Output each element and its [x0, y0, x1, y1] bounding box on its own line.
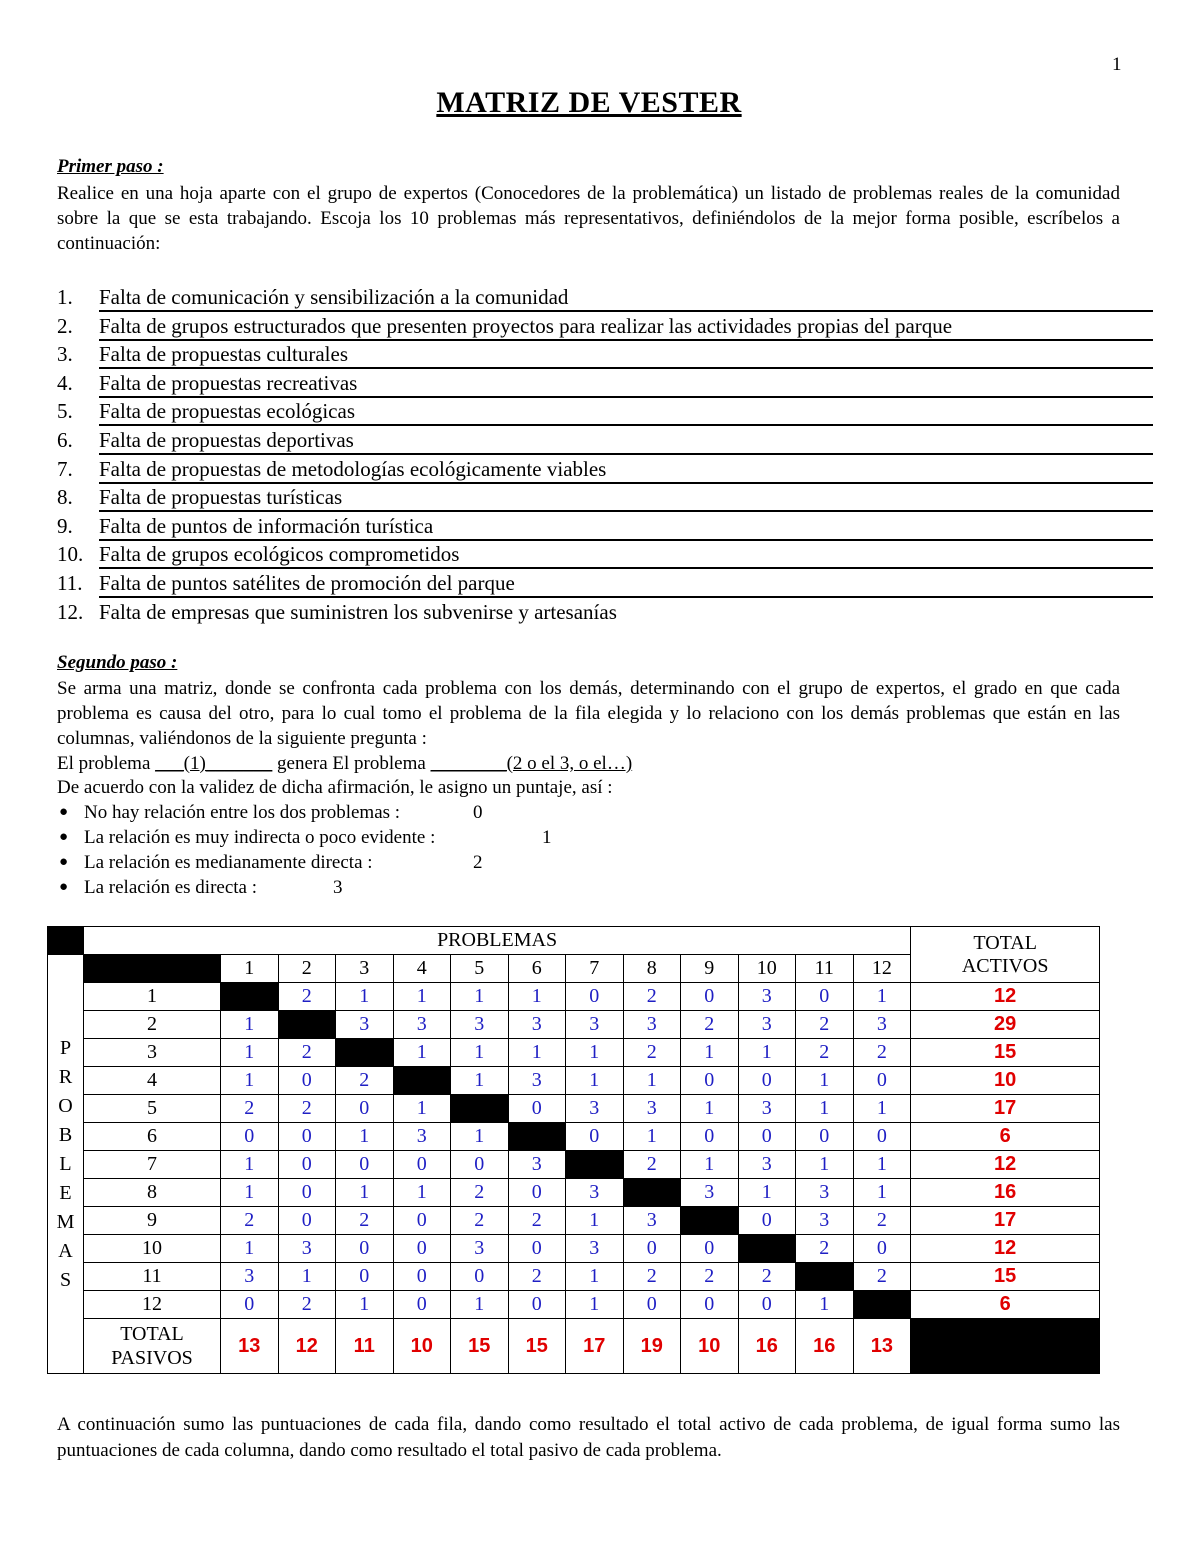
- side-label-letter: P: [59, 1036, 72, 1059]
- matrix-cell: 0: [393, 1151, 451, 1179]
- matrix-cell: 2: [738, 1263, 796, 1291]
- matrix-cell: 0: [508, 1095, 566, 1123]
- matrix-cell: 2: [278, 1291, 336, 1319]
- matrix-cell: 1: [796, 1151, 854, 1179]
- problem-text: Falta de empresas que suministren los subvenirse y artesanías: [99, 599, 617, 624]
- matrix-cell: 2: [278, 1095, 336, 1123]
- page-title: MATRIZ DE VESTER: [436, 86, 742, 119]
- matrix-cell: 0: [278, 1067, 336, 1095]
- problem-number: 12.: [57, 599, 84, 624]
- problem-text: Falta de propuestas culturales: [99, 342, 1153, 369]
- matrix-cell: 0: [221, 1123, 279, 1151]
- bullet-icon: ●: [59, 854, 69, 870]
- row-label: 12: [84, 1291, 221, 1319]
- diagonal-cell: [853, 1291, 911, 1319]
- matrix-cell: 1: [738, 1039, 796, 1067]
- problem-text: Falta de propuestas recreativas: [99, 371, 1153, 398]
- matrix-cell: 1: [451, 983, 509, 1011]
- matrix-cell: 1: [221, 1011, 279, 1039]
- total-activo-cell: 12: [911, 983, 1100, 1011]
- total-activos-label: ACTIVOS: [961, 954, 1049, 977]
- problem-item: [57, 339, 1153, 368]
- row-label: 5: [84, 1095, 221, 1123]
- problems-list: [57, 282, 1153, 625]
- total-pasivo-cell: 19: [623, 1319, 681, 1374]
- matrix-cell: 3: [623, 1207, 681, 1235]
- matrix-cell: 3: [681, 1179, 739, 1207]
- matrix-cell: 3: [738, 1011, 796, 1039]
- matrix-cell: 0: [508, 1235, 566, 1263]
- matrix-cell: 0: [681, 983, 739, 1011]
- matrix-cell: 0: [738, 1123, 796, 1151]
- matrix-cell: 1: [393, 983, 451, 1011]
- problem-item: [57, 311, 1153, 340]
- diagonal-cell: [393, 1067, 451, 1095]
- total-activo-cell: 6: [911, 1291, 1100, 1319]
- matrix-cell: 1: [451, 1291, 509, 1319]
- side-label-letter: L: [59, 1152, 72, 1175]
- total-activo-cell: 15: [911, 1263, 1100, 1291]
- row-label: 8: [84, 1179, 221, 1207]
- matrix-cell: 1: [508, 983, 566, 1011]
- matrix-cell: 1: [336, 1179, 394, 1207]
- column-header: 8: [623, 955, 681, 983]
- matrix-cell: 1: [221, 1039, 279, 1067]
- step1-heading: Primer paso :: [57, 156, 164, 177]
- matrix-cell: 2: [623, 1039, 681, 1067]
- matrix-cell: 1: [853, 1179, 911, 1207]
- matrix-cell: 1: [796, 1067, 854, 1095]
- matrix-cell: 0: [508, 1291, 566, 1319]
- total-pasivo-cell: 10: [681, 1319, 739, 1374]
- step2-heading: Segundo paso :: [57, 652, 178, 673]
- matrix-cell: 0: [393, 1235, 451, 1263]
- table-row: [48, 1151, 1100, 1179]
- row-label: 3: [84, 1039, 221, 1067]
- column-header: 7: [566, 955, 624, 983]
- total-activo-cell: 6: [911, 1123, 1100, 1151]
- problem-item: [57, 368, 1153, 397]
- matrix-cell: 0: [796, 983, 854, 1011]
- problem-text: Falta de comunicación y sensibilización a la comunidad: [99, 285, 1153, 312]
- table-row: [48, 983, 1100, 1011]
- matrix-cell: 0: [508, 1179, 566, 1207]
- total-pasivo-cell: 16: [738, 1319, 796, 1374]
- problem-item: [57, 539, 1153, 568]
- matrix-cell: 0: [681, 1291, 739, 1319]
- matrix-cell: 1: [566, 1039, 624, 1067]
- scoring-intro: De acuerdo con la validez de dicha afirmación, le asigno un puntaje, así :: [57, 777, 613, 798]
- diagonal-cell: [623, 1179, 681, 1207]
- matrix-cell: 2: [451, 1207, 509, 1235]
- matrix-cell: 3: [738, 1095, 796, 1123]
- matrix-cell: 0: [451, 1263, 509, 1291]
- total-activo-cell: 17: [911, 1207, 1100, 1235]
- matrix-cell: 0: [393, 1207, 451, 1235]
- problem-item: [57, 597, 1153, 626]
- total-pasivo-cell: 13: [853, 1319, 911, 1374]
- vester-matrix: [47, 926, 1100, 1374]
- matrix-cell: 2: [853, 1039, 911, 1067]
- matrix-cell: 3: [221, 1263, 279, 1291]
- matrix-cell: 3: [738, 983, 796, 1011]
- matrix-cell: 0: [738, 1207, 796, 1235]
- page-number: 1: [1112, 54, 1122, 75]
- matrix-cell: 0: [566, 983, 624, 1011]
- matrix-cell: 1: [221, 1151, 279, 1179]
- table-row: [48, 1179, 1100, 1207]
- score-value: 0: [473, 802, 483, 823]
- bottom-corner-cell: [911, 1319, 1100, 1374]
- matrix-header-row: [48, 927, 1100, 955]
- total-pasivos-row: [48, 1319, 1100, 1374]
- matrix-cell: 3: [451, 1011, 509, 1039]
- table-row: [48, 1291, 1100, 1319]
- row-label: 7: [84, 1151, 221, 1179]
- side-label-letter: O: [58, 1094, 73, 1117]
- problem-text: Falta de propuestas ecológicas: [99, 399, 1153, 426]
- matrix-cell: 0: [738, 1291, 796, 1319]
- table-row: [48, 1039, 1100, 1067]
- matrix-cell: 3: [796, 1179, 854, 1207]
- matrix-cell: 0: [853, 1123, 911, 1151]
- matrix-cell: 1: [566, 1207, 624, 1235]
- total-activos-label: TOTAL: [973, 931, 1037, 954]
- total-activo-cell: 12: [911, 1235, 1100, 1263]
- table-row: [48, 1263, 1100, 1291]
- problem-text: Falta de puntos satélites de promoción del parque: [99, 571, 1153, 598]
- matrix-cell: 0: [336, 1095, 394, 1123]
- problem-number: 3.: [57, 342, 73, 367]
- total-pasivos-label-line: TOTAL: [120, 1323, 184, 1345]
- problem-number: 4.: [57, 370, 73, 395]
- matrix-cell: 1: [278, 1263, 336, 1291]
- matrix-cell: 0: [681, 1235, 739, 1263]
- problem-item: [57, 482, 1153, 511]
- diagonal-cell: [508, 1123, 566, 1151]
- matrix-cell: 3: [623, 1011, 681, 1039]
- total-activo-cell: 10: [911, 1067, 1100, 1095]
- total-pasivo-cell: 12: [278, 1319, 336, 1374]
- matrix-cell: 1: [393, 1179, 451, 1207]
- column-header: 3: [336, 955, 394, 983]
- total-pasivo-cell: 11: [336, 1319, 394, 1374]
- matrix-cell: 3: [566, 1235, 624, 1263]
- column-header: 12: [853, 955, 911, 983]
- footer-text: A continuación sumo las puntuaciones de cada fila, dando como resultado el total activo de cada problema, de igual forma sumo las puntuaciones de cada columna, dando como resultado el total pasivo de cada problema.: [57, 1414, 1120, 1461]
- row-label: 6: [84, 1123, 221, 1151]
- matrix-cell: 3: [566, 1095, 624, 1123]
- matrix-cell: 1: [738, 1179, 796, 1207]
- matrix-cell: 2: [278, 983, 336, 1011]
- matrix-cell: 3: [278, 1235, 336, 1263]
- problem-text: Falta de grupos estructurados que presenten proyectos para realizar las actividades propias del parque: [99, 314, 1153, 341]
- row-label: 10: [84, 1235, 221, 1263]
- problem-number: 7.: [57, 456, 73, 481]
- matrix-cell: 2: [623, 1263, 681, 1291]
- total-pasivo-cell: 15: [508, 1319, 566, 1374]
- score-value: 3: [333, 877, 343, 898]
- total-activo-cell: 12: [911, 1151, 1100, 1179]
- problem-number: 6.: [57, 427, 73, 452]
- diagonal-cell: [278, 1011, 336, 1039]
- problem-number: 11.: [57, 570, 83, 595]
- table-row: [48, 1123, 1100, 1151]
- matrix-cell: 1: [566, 1067, 624, 1095]
- row-label: 11: [84, 1263, 221, 1291]
- matrix-cell: 2: [623, 1151, 681, 1179]
- matrix-cell: 0: [336, 1151, 394, 1179]
- score-label: La relación es medianamente directa :: [84, 852, 373, 873]
- table-row: [48, 1235, 1100, 1263]
- column-header: 1: [221, 955, 279, 983]
- matrix-cell: 0: [796, 1123, 854, 1151]
- problem-number: 8.: [57, 485, 73, 510]
- matrix-cell: 0: [623, 1235, 681, 1263]
- row-label: 9: [84, 1207, 221, 1235]
- side-label-letter: S: [59, 1268, 72, 1291]
- matrix-cell: 1: [221, 1067, 279, 1095]
- side-label: [48, 955, 84, 1374]
- matrix-cell: 1: [336, 983, 394, 1011]
- matrix-cell: 2: [336, 1067, 394, 1095]
- matrix-cell: 2: [623, 983, 681, 1011]
- side-label-letter: M: [56, 1210, 75, 1233]
- question-blank-2: ________(2 o el 3, o el…): [430, 753, 633, 774]
- matrix-cell: 1: [451, 1123, 509, 1151]
- matrix-cell: 3: [566, 1179, 624, 1207]
- matrix-cell: 1: [393, 1039, 451, 1067]
- matrix-cell: 2: [853, 1207, 911, 1235]
- problem-text: Falta de propuestas deportivas: [99, 428, 1153, 455]
- matrix-cell: 1: [336, 1123, 394, 1151]
- matrix-cell: 0: [393, 1263, 451, 1291]
- matrix-cell: 2: [681, 1011, 739, 1039]
- total-activo-cell: 16: [911, 1179, 1100, 1207]
- diagonal-cell: [738, 1235, 796, 1263]
- row-label: 1: [84, 983, 221, 1011]
- matrix-cell: 0: [623, 1291, 681, 1319]
- matrix-cell: 1: [796, 1095, 854, 1123]
- matrix-cell: 0: [853, 1067, 911, 1095]
- matrix-cell: 1: [393, 1095, 451, 1123]
- matrix-cell: 2: [451, 1179, 509, 1207]
- step1-text: Realice en una hoja aparte con el grupo de expertos (Conocedores de la problemática) un listado de problemas reales de la comunidad sobre la que se esta trabajando. Escoja los 10 problemas más representativos, definiéndolos de la mejor forma posible, escríbelos a continuación:: [57, 183, 1120, 254]
- problem-item: [57, 425, 1153, 454]
- matrix-cell: 0: [681, 1123, 739, 1151]
- total-activos-header: [911, 927, 1100, 983]
- column-header: 5: [451, 955, 509, 983]
- bullet-icon: ●: [59, 804, 69, 820]
- total-activo-cell: 17: [911, 1095, 1100, 1123]
- matrix-cell: 3: [451, 1235, 509, 1263]
- matrix-cell: 0: [336, 1235, 394, 1263]
- matrix-cell: 0: [278, 1123, 336, 1151]
- matrix-cell: 0: [336, 1263, 394, 1291]
- problem-item: [57, 396, 1153, 425]
- matrix-cell: 3: [738, 1151, 796, 1179]
- matrix-cell: 3: [508, 1011, 566, 1039]
- question-part-b: genera El problema: [272, 753, 431, 774]
- matrix-cell: 0: [451, 1151, 509, 1179]
- total-pasivo-cell: 16: [796, 1319, 854, 1374]
- total-pasivo-cell: 10: [393, 1319, 451, 1374]
- matrix-cell: 1: [681, 1039, 739, 1067]
- question-line: [57, 751, 632, 776]
- problem-number: 1.: [57, 285, 73, 309]
- matrix-cell: 3: [508, 1067, 566, 1095]
- row-label: 4: [84, 1067, 221, 1095]
- problem-number: 5.: [57, 399, 73, 424]
- problem-number: 9.: [57, 513, 73, 538]
- matrix-cell: 1: [853, 1095, 911, 1123]
- matrix-cell: 0: [853, 1235, 911, 1263]
- matrix-cell: 2: [681, 1263, 739, 1291]
- column-header: 10: [738, 955, 796, 983]
- column-header: 11: [796, 955, 854, 983]
- diagonal-cell: [451, 1095, 509, 1123]
- table-row: [48, 1207, 1100, 1235]
- step2-text: Se arma una matriz, donde se confronta cada problema con los demás, determinando con el grupo de expertos, el grado en que cada problema es causa del otro, para lo cual tomo el problema de la fila elegida y lo relaciono con los demás problemas que están en las columnas, valiéndonos de la siguiente pregunta :: [57, 678, 1120, 749]
- matrix-cell: 0: [681, 1067, 739, 1095]
- matrix-cell: 3: [623, 1095, 681, 1123]
- matrix-cell: 0: [393, 1291, 451, 1319]
- matrix-cell: 2: [508, 1207, 566, 1235]
- problems-header: PROBLEMAS: [84, 927, 911, 955]
- matrix-cell: 1: [566, 1291, 624, 1319]
- side-label-letter: B: [58, 1123, 73, 1146]
- table-row: [48, 1095, 1100, 1123]
- score-value: 1: [542, 827, 552, 848]
- matrix-cell: 2: [508, 1263, 566, 1291]
- diagonal-cell: [336, 1039, 394, 1067]
- total-pasivos-label: [84, 1319, 221, 1374]
- side-label-letter: A: [58, 1239, 73, 1262]
- score-label: La relación es directa :: [84, 877, 258, 898]
- matrix-cell: 1: [853, 983, 911, 1011]
- matrix-cell: 2: [221, 1095, 279, 1123]
- matrix-cell: 1: [451, 1039, 509, 1067]
- header-blank-cell: [84, 955, 221, 983]
- score-label: La relación es muy indirecta o poco evidente :: [84, 827, 436, 848]
- table-row: [48, 1011, 1100, 1039]
- matrix-cell: 1: [853, 1151, 911, 1179]
- matrix-cell: 1: [681, 1095, 739, 1123]
- matrix-cell: 0: [278, 1179, 336, 1207]
- matrix-cell: 2: [796, 1039, 854, 1067]
- matrix-cell: 1: [336, 1291, 394, 1319]
- table-row: [48, 1067, 1100, 1095]
- score-label: No hay relación entre los dos problemas :: [84, 802, 401, 823]
- matrix-cell: 1: [681, 1151, 739, 1179]
- matrix-cell: 1: [221, 1235, 279, 1263]
- matrix-cell: 3: [796, 1207, 854, 1235]
- matrix-cell: 0: [738, 1067, 796, 1095]
- matrix-cell: 2: [278, 1039, 336, 1067]
- matrix-cell: 3: [508, 1151, 566, 1179]
- row-label: 2: [84, 1011, 221, 1039]
- bullet-icon: ●: [59, 829, 69, 845]
- matrix-cell: 2: [221, 1207, 279, 1235]
- matrix-cell: 3: [393, 1123, 451, 1151]
- matrix-cell: 0: [566, 1123, 624, 1151]
- matrix-cell: 2: [336, 1207, 394, 1235]
- matrix-cell: 2: [853, 1263, 911, 1291]
- total-pasivos-label-line: PASIVOS: [111, 1347, 193, 1369]
- matrix-cell: 3: [853, 1011, 911, 1039]
- matrix-cell: 2: [796, 1235, 854, 1263]
- diagonal-cell: [796, 1263, 854, 1291]
- matrix-cell: 2: [796, 1011, 854, 1039]
- score-value: 2: [473, 852, 483, 873]
- total-pasivo-cell: 17: [566, 1319, 624, 1374]
- side-label-letter: R: [58, 1065, 73, 1088]
- matrix-cell: 0: [221, 1291, 279, 1319]
- matrix-cell: 3: [336, 1011, 394, 1039]
- matrix-cell: 1: [566, 1263, 624, 1291]
- problem-number: 10.: [57, 542, 84, 567]
- diagonal-cell: [221, 983, 279, 1011]
- problem-text: Falta de propuestas turísticas: [99, 485, 1153, 512]
- matrix-cell: 0: [278, 1151, 336, 1179]
- question-part-a: El problema: [57, 753, 156, 774]
- problem-item: [57, 568, 1153, 597]
- problem-text: Falta de grupos ecológicos comprometidos: [99, 542, 1153, 569]
- matrix-cell: 1: [623, 1067, 681, 1095]
- problem-text: Falta de puntos de información turística: [99, 514, 1153, 541]
- diagonal-cell: [681, 1207, 739, 1235]
- total-activo-cell: 15: [911, 1039, 1100, 1067]
- question-blank-1: ___(1)_______: [155, 753, 273, 774]
- matrix-cell: 1: [796, 1291, 854, 1319]
- total-pasivo-cell: 13: [221, 1319, 279, 1374]
- problem-item: [57, 454, 1153, 483]
- matrix-cell: 3: [393, 1011, 451, 1039]
- column-header: 2: [278, 955, 336, 983]
- column-header: 6: [508, 955, 566, 983]
- matrix-cell: 0: [278, 1207, 336, 1235]
- total-pasivo-cell: 15: [451, 1319, 509, 1374]
- column-header: 4: [393, 955, 451, 983]
- bullet-icon: ●: [59, 879, 69, 895]
- problem-text: Falta de propuestas de metodologías ecológicamente viables: [99, 457, 1153, 484]
- matrix-cell: 1: [221, 1179, 279, 1207]
- matrix-cell: 1: [623, 1123, 681, 1151]
- diagonal-cell: [566, 1151, 624, 1179]
- matrix-cell: 1: [451, 1067, 509, 1095]
- problem-number: 2.: [57, 313, 73, 338]
- matrix-cell: 1: [508, 1039, 566, 1067]
- side-label-letter: E: [59, 1181, 72, 1204]
- problem-item: [57, 282, 1153, 311]
- column-header: 9: [681, 955, 739, 983]
- total-activo-cell: 29: [911, 1011, 1100, 1039]
- matrix-cell: 3: [566, 1011, 624, 1039]
- problem-item: [57, 511, 1153, 540]
- corner-cell: [48, 927, 84, 955]
